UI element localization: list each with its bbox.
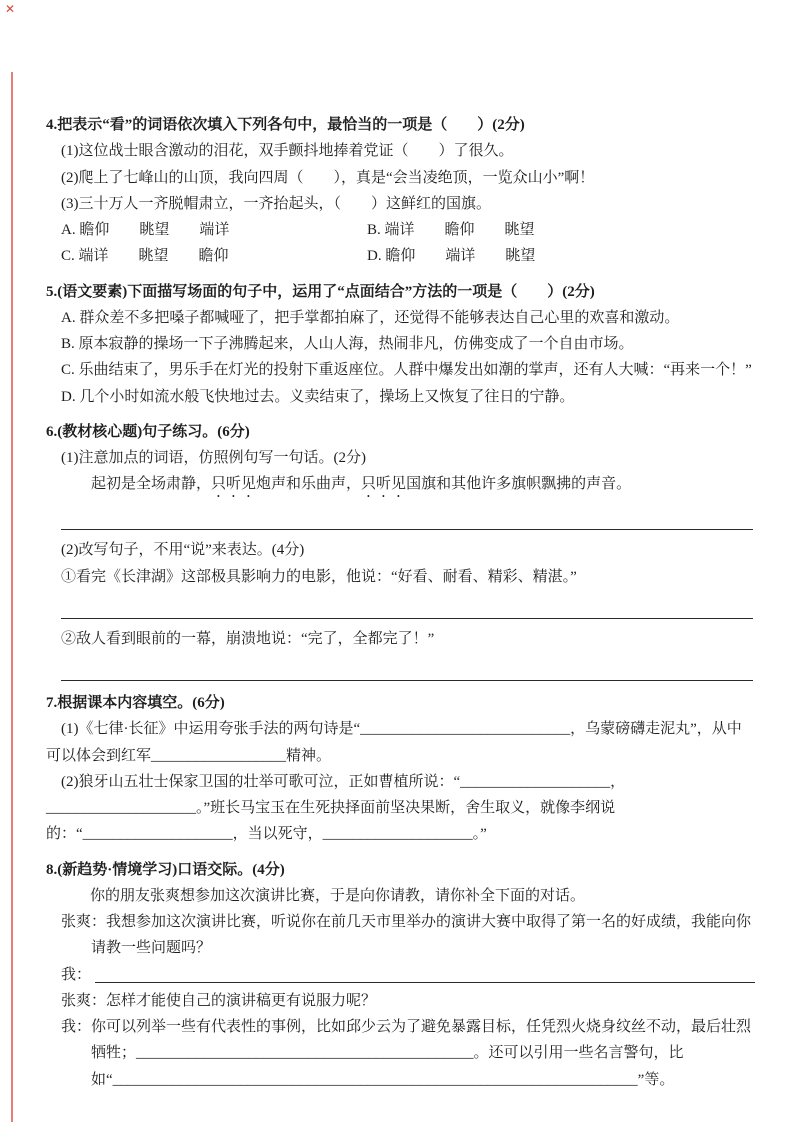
question-item: (3)三十万人一齐脱帽肃立，一齐抬起头，（ ）这鲜红的国旗。	[61, 195, 491, 212]
emphasized-word: 只听见	[361, 476, 407, 493]
example-text: 起初是全场肃静，	[91, 476, 212, 493]
emphasized-word: 只听见	[211, 476, 257, 493]
dialog-row	[61, 909, 755, 962]
question-subpart: (2)改写句子，不用“说”来表达。(4分)	[61, 542, 305, 559]
question-tag: (教材核心题)	[57, 423, 143, 440]
question-item: (2)爬上了七峰山的山顶，我向四周（ ），真是“会当凌绝顶，一览众山小”啊！	[61, 169, 595, 186]
dialog-row	[61, 988, 755, 1014]
example-sentence	[46, 471, 755, 501]
answer-line	[61, 510, 753, 530]
corner-mark-icon: ✕	[5, 2, 16, 16]
stem-text: 根据课本内容填空。(6分)	[57, 695, 225, 711]
fill-blank-item: (1)《七律·长征》中运用夸张手法的两句诗是“____________________________，乌蒙磅礴走泥丸”，从中可以体会到红军__________________精神。	[46, 721, 742, 764]
answer-line	[61, 599, 753, 619]
question-subpart: (1)注意加点的词语，仿照例句写一句话。(2分)	[61, 450, 366, 466]
question-number: 5.	[46, 283, 58, 300]
dialog-row	[61, 962, 755, 988]
dialog-text: 你可以列举一些有代表性的事例，比如邱少云为了避免暴露目标，任凭烈火烧身纹丝不动，最后壮烈牺牲；_____________________________________________。还可以引用一些名言警句，比如“______________________________________________________________________”等。	[91, 1019, 752, 1088]
question-item: (1)这位战士眼含激动的泪花，双手颤抖地捧着党证（ ）了很久。	[61, 143, 514, 160]
question-stem	[46, 279, 755, 305]
question-stem	[46, 112, 755, 138]
question-number: 7.	[46, 695, 58, 711]
question-tag: (语文要素)	[57, 283, 128, 300]
option-b: B. 原本寂静的操场一下子沸腾起来，人山人海，热闹非凡，仿佛变成了一个自由市场。	[61, 336, 634, 352]
option-c: C. 乐曲结束了，男乐手在灯光的投射下重返座位。人群中爆发出如潮的掌声，还有人大喊：“再来一个！”	[61, 362, 752, 379]
example-text: 国旗和其他许多旗帜飘拂的声音。	[406, 476, 632, 493]
example-text: 炮声和乐曲声，	[256, 476, 362, 493]
fill-blank-item: (2)狼牙山五壮士保家卫国的壮举可歌可泣，正如曹植所说：“____________________，____________________。”班长马宝玉在生死抉择面前坚决果断，舍生取义，就像李纲说的：“____________________，当以死守，____________________。”	[46, 773, 626, 843]
question-number: 4.	[46, 117, 58, 133]
question-7	[46, 690, 755, 848]
option-b: B. 端详 瞻仰 眺望	[367, 222, 535, 238]
option-a: A. 群众差不多把嗓子都喊哑了，把手掌都拍麻了，还觉得不能够表达自己心里的欢喜和激动。	[61, 309, 680, 326]
question-4	[46, 112, 755, 270]
speaker-label: 张爽：	[61, 992, 107, 1009]
dialog-text: 我想参加这次演讲比赛，听说你在前几天市里举办的演讲大赛中取得了第一名的好成绩，我能向你请教一些问题吗？	[91, 914, 752, 957]
question-number: 6.	[46, 423, 58, 440]
option-d: D. 几个小时如流水般飞快地过去。义卖结束了，操场上又恢复了往日的宁静。	[61, 388, 575, 405]
dialog-text: 怎样才能使自己的演讲稿更有说服力呢？	[106, 992, 377, 1009]
answer-line	[95, 965, 755, 983]
question-stem	[46, 857, 755, 883]
options-grid	[46, 217, 755, 270]
question-stem	[46, 690, 755, 716]
speaker-label: 张爽：	[61, 914, 107, 930]
stem-text: 下面描写场面的句子中，运用了“点面结合”方法的一项是（ ）(2分)	[127, 283, 595, 300]
binding-margin-line	[11, 72, 13, 1122]
dialog-row	[61, 1014, 755, 1093]
worksheet-content	[46, 112, 755, 1102]
question-tag: (新趋势·情境学习)	[57, 861, 178, 878]
speaker-label: 我：	[61, 1019, 92, 1035]
speaker-label: 我：	[61, 966, 92, 983]
scenario-intro: 你的朋友张爽想参加这次演讲比赛，于是向你请教，请你补全下面的对话。	[90, 887, 586, 904]
stem-text: 把表示“看”的词语依次填入下列各句中，最恰当的一项是（ ）(2分)	[57, 117, 525, 133]
option-a: A. 瞻仰 眺望 端详	[61, 222, 230, 238]
question-8	[46, 857, 755, 1093]
question-stem	[46, 419, 755, 445]
question-6	[46, 419, 755, 681]
option-c: C. 端详 眺望 瞻仰	[61, 248, 229, 265]
option-d: D. 瞻仰 端详 眺望	[367, 248, 536, 265]
stem-text: 句子练习。(6分)	[142, 423, 250, 440]
question-item: ①看完《长津湖》这部极具影响力的电影，他说：“好看、耐看、精彩、精湛。”	[61, 568, 577, 585]
question-item: ②敌人看到眼前的一幕，崩溃地说：“完了，全都完了！”	[61, 630, 435, 647]
question-5	[46, 279, 755, 410]
answer-line	[61, 661, 753, 681]
stem-text: 口语交际。(4分)	[177, 861, 285, 878]
question-number: 8.	[46, 861, 58, 878]
